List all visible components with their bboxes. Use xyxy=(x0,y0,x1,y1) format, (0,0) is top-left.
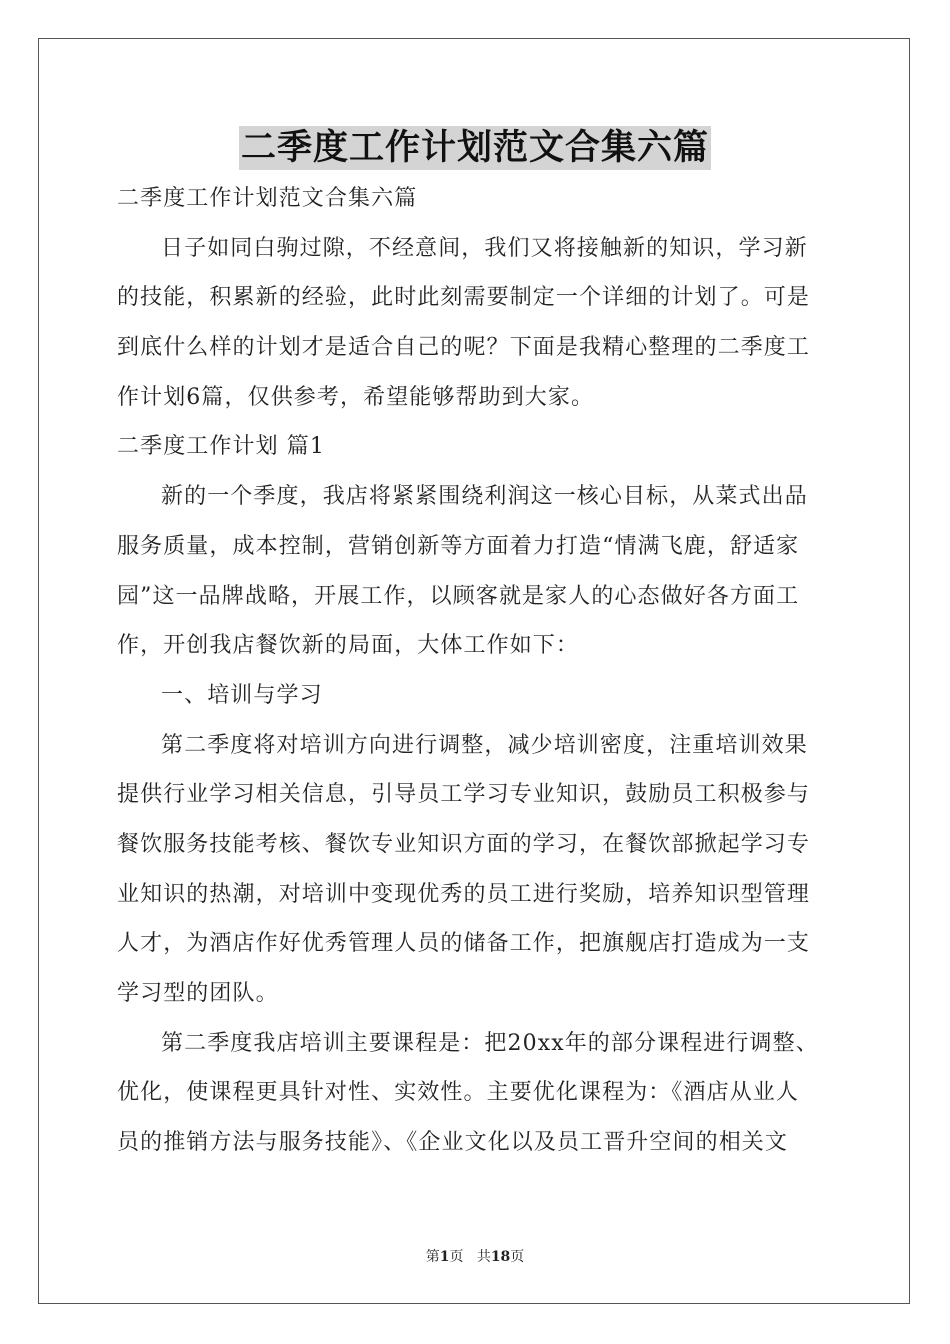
text-line: 园”这一品牌战略，开展工作，以顾客就是家人的心态做好各方面工 xyxy=(117,583,800,609)
document-body xyxy=(117,174,837,1168)
page-total: 18 xyxy=(490,1249,511,1265)
text-line: 餐饮服务技能考核、餐饮专业知识方面的学习，在餐饮部掀起学习专 xyxy=(117,831,811,857)
document-title: 二季度工作计划范文合集六篇 xyxy=(240,127,709,168)
text-line: 服务质量，成本控制，营销创新等方面着力打造“情满飞鹿，舒适家 xyxy=(117,533,800,559)
text-line: 提供行业学习相关信息，引导员工学习专业知识，鼓励员工积极参与 xyxy=(117,782,811,808)
text-line: 到底什么样的计划才是适合自己的呢？下面是我精心整理的二季度工 xyxy=(117,335,811,361)
text-line: 日子如同白驹过隙，不经意间，我们又将接触新的知识，学习新 xyxy=(161,235,808,261)
text-line: 一、培训与学习 xyxy=(161,682,323,708)
text-line: 二季度工作计划 篇1 xyxy=(117,434,325,460)
page-total-prefix: 共 xyxy=(476,1249,491,1265)
text-line: 人才，为酒店作好优秀管理人员的储备工作，把旗舰店打造成为一支 xyxy=(117,931,811,957)
text-line: 业知识的热潮，对培训中变现优秀的员工进行奖励，培养知识型管理 xyxy=(117,881,811,907)
text-line: 学习型的团队。 xyxy=(117,981,279,1006)
page-number-suffix: 页 xyxy=(449,1249,464,1265)
text-line: 作，开创我店餐饮新的局面，大体工作如下： xyxy=(117,633,580,659)
text-line: 员的推销方法与服务技能》、《企业文化以及员工晋升空间的相关文 xyxy=(117,1130,789,1156)
page-number-current: 1 xyxy=(439,1249,450,1265)
text-line: 的技能，积累新的经验，此时此刻需要制定一个详细的计划了。可是 xyxy=(117,285,811,311)
text-line: 优化，使课程更具针对性、实效性。主要优化课程为：《酒店从业人 xyxy=(117,1080,800,1106)
text-line: 第二季度将对培训方向进行调整，减少培训密度，注重培训效果 xyxy=(161,732,808,758)
page-footer xyxy=(0,1246,950,1266)
text-line: 作计划6篇，仅供参考，希望能够帮助到大家。 xyxy=(117,384,595,410)
text-line: 新的一个季度，我店将紧紧围绕利润这一核心目标，从菜式出品 xyxy=(161,484,808,510)
title-container xyxy=(0,126,950,170)
text-line: 第二季度我店培训主要课程是：把20xx年的部分课程进行调整、 xyxy=(161,1030,819,1056)
text-line: 二季度工作计划范文合集六篇 xyxy=(117,186,418,211)
page-total-suffix: 页 xyxy=(510,1249,525,1265)
page-number-prefix: 第 xyxy=(425,1249,440,1265)
